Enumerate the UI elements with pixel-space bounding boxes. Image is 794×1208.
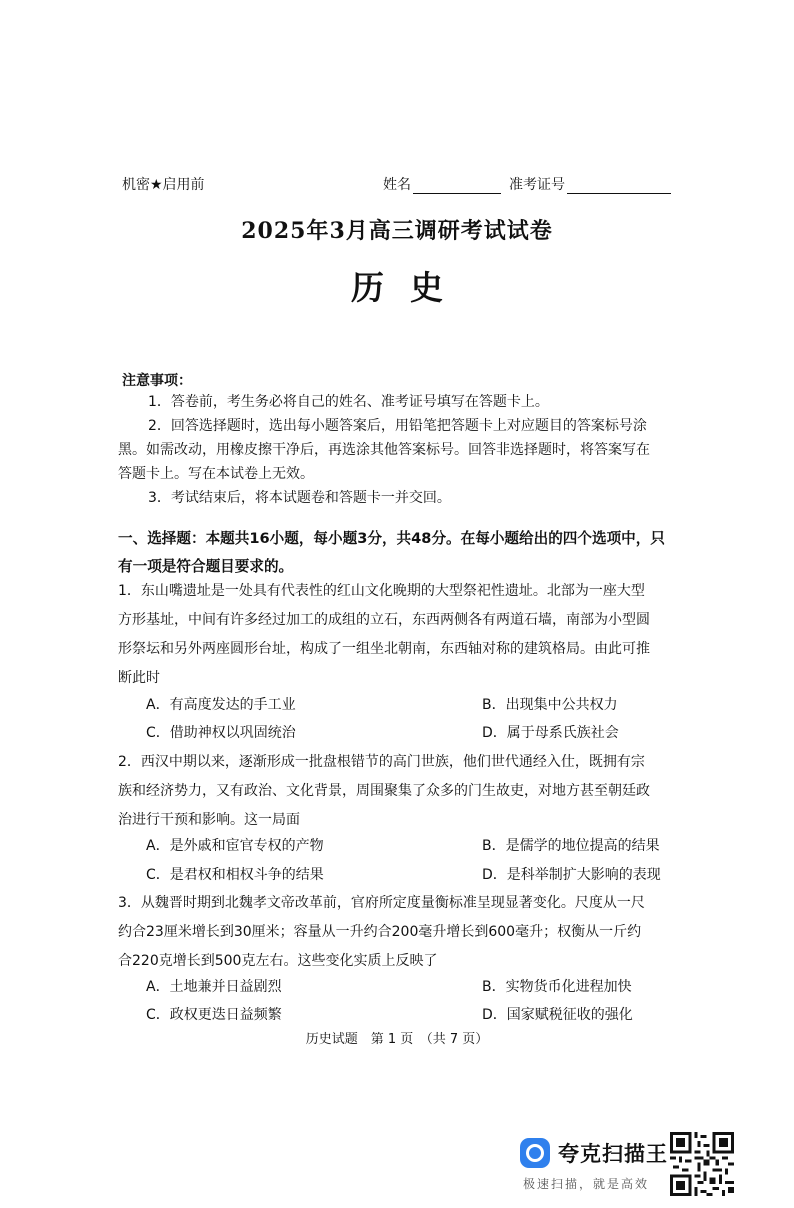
exam-title: 2025年3月高三调研考试试卷 bbox=[241, 218, 553, 244]
name-label: 姓名 bbox=[383, 177, 411, 193]
question-1-option-d: D．属于母系氏族社会 bbox=[482, 725, 619, 741]
question-line: 合220克增长到500克左右。这些变化实质上反映了 bbox=[118, 953, 438, 969]
question-3-option-b: B．实物货币化进程加快 bbox=[482, 979, 632, 995]
scanner-logo-ring-icon bbox=[526, 1144, 544, 1162]
question-3-stem bbox=[118, 889, 676, 976]
section-heading-line-1: 一、选择题：本题共16小题，每小题3分，共48分。在每小题给出的四个选项中，只 bbox=[118, 530, 665, 547]
section-heading bbox=[118, 525, 678, 581]
question-2-option-d: D．是科举制扩大影响的表现 bbox=[482, 867, 661, 883]
note-item-1: 1．答卷前，考生务必将自己的姓名、准考证号填写在答题卡上。 bbox=[148, 394, 549, 410]
section-heading-line-2: 有一项是符合题目要求的。 bbox=[118, 558, 294, 575]
scanner-slogan: 极速扫描，就是高效 bbox=[523, 1177, 650, 1191]
question-line: 治进行干预和影响。这一局面 bbox=[118, 812, 300, 828]
question-2-option-c: C．是君权和相权斗争的结果 bbox=[146, 867, 324, 883]
note-item-2-line-2: 黑。如需改动，用橡皮擦干净后，再选涂其他答案标号。回答非选择题时，将答案写在 bbox=[118, 442, 650, 458]
exam-id-label: 准考证号 bbox=[509, 177, 565, 193]
candidate-info-fields bbox=[383, 174, 671, 194]
qr-code-icon bbox=[670, 1132, 734, 1196]
question-line: 方形基址，中间有许多经过加工的成组的立石，东西两侧各有两道石墙，南部为小型圆 bbox=[118, 612, 650, 628]
note-item-3: 3．考试结束后，将本试题卷和答题卡一并交回。 bbox=[148, 490, 451, 506]
question-2-option-a: A．是外戚和宦官专权的产物 bbox=[146, 838, 324, 854]
confidential-label: 机密★启用前 bbox=[122, 177, 205, 193]
subject-title: 历史 bbox=[351, 268, 469, 307]
question-line: 1．东山嘴遗址是一处具有代表性的红山文化晚期的大型祭祀性遗址。北部为一座大型 bbox=[118, 583, 645, 599]
question-line: 形祭坛和另外两座圆形台址，构成了一组坐北朝南，东西轴对称的建筑格局。由此可推 bbox=[118, 641, 650, 657]
scanner-logo-icon bbox=[520, 1138, 550, 1168]
question-line: 族和经济势力，又有政治、文化背景，周围聚集了众多的门生故吏，对地方甚至朝廷政 bbox=[118, 783, 650, 799]
question-2-option-b: B．是儒学的地位提高的结果 bbox=[482, 838, 660, 854]
question-line: 断此时 bbox=[118, 670, 160, 686]
question-3-option-a: A．土地兼并日益剧烈 bbox=[146, 979, 282, 995]
question-line: 3．从魏晋时期到北魏孝文帝改革前，官府所定度量衡标准呈现显著变化。尺度从一尺 bbox=[118, 895, 645, 911]
exam-id-blank bbox=[567, 179, 671, 194]
question-line: 约合23厘米增长到30厘米；容量从一升约合200毫升增长到600毫升；权衡从一斤约 bbox=[118, 924, 642, 940]
question-line: 2．西汉中期以来，逐渐形成一批盘根错节的高门世族，他们世代通经入仕，既拥有宗 bbox=[118, 754, 645, 770]
name-blank bbox=[413, 179, 501, 194]
note-item-2-line-3: 答题卡上。写在本试卷上无效。 bbox=[118, 466, 314, 482]
question-1-stem bbox=[118, 577, 676, 693]
scanner-brand-name: 夸克扫描王 bbox=[558, 1142, 668, 1166]
question-3-option-d: D．国家赋税征收的强化 bbox=[482, 1007, 633, 1023]
question-3-option-c: C．政权更迭日益频繁 bbox=[146, 1007, 282, 1023]
question-1-option-b: B．出现集中公共权力 bbox=[482, 697, 618, 713]
question-1-option-a: A．有高度发达的手工业 bbox=[146, 697, 296, 713]
question-1-option-c: C．借助神权以巩固统治 bbox=[146, 725, 296, 741]
note-item-2-line-1: 2．回答选择题时，选出每小题答案后，用铅笔把答题卡上对应题目的答案标号涂 bbox=[148, 418, 647, 434]
page-footer: 历史试题 第 1 页 （共 7 页） bbox=[305, 1032, 489, 1047]
question-2-stem bbox=[118, 748, 676, 835]
notes-heading: 注意事项： bbox=[122, 373, 192, 389]
